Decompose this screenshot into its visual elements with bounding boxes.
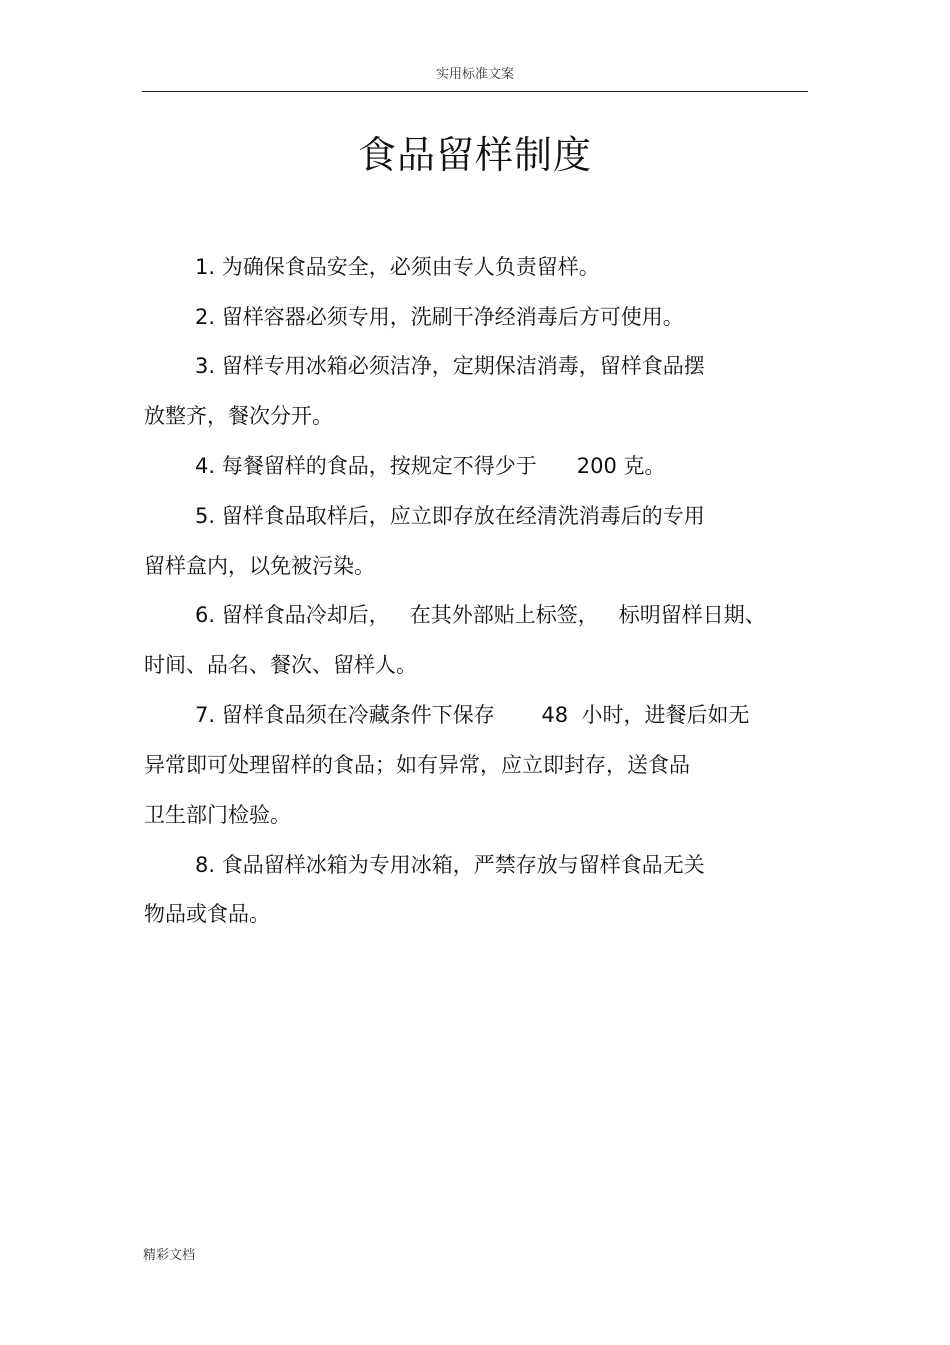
page-footer: 精彩文档 xyxy=(143,1248,196,1263)
header-divider xyxy=(142,91,808,92)
page-header: 实用标准文案 xyxy=(435,67,514,82)
rule-7-line-1: 7. 留样食品须在冷藏条件下保存 48 小时，进餐后如无 xyxy=(195,703,750,727)
rule-2-line-1: 2. 留样容器必须专用，洗刷干净经消毒后方可使用。 xyxy=(195,305,684,329)
rule-6-line-1: 6. 留样食品冷却后， 在其外部贴上标签， 标明留样日期、 xyxy=(195,603,766,627)
rule-7-line-2: 异常即可处理留样的食品；如有异常，应立即封存，送食品 xyxy=(144,753,690,777)
rule-1-line-1: 1. 为确保食品安全，必须由专人负责留样。 xyxy=(195,255,600,279)
page-title: 食品留样制度 xyxy=(357,133,592,177)
rule-3-line-2: 放整齐，餐次分开。 xyxy=(144,404,333,428)
rule-4-line-1: 4. 每餐留样的食品，按规定不得少于 200 克。 xyxy=(195,454,666,478)
rule-3-line-1: 3. 留样专用冰箱必须洁净，定期保洁消毒，留样食品摆 xyxy=(195,354,705,378)
rule-7-line-3: 卫生部门检验。 xyxy=(144,803,291,827)
rule-5-line-1: 5. 留样食品取样后，应立即存放在经清洗消毒后的专用 xyxy=(195,504,705,528)
rule-8-line-1: 8. 食品留样冰箱为专用冰箱，严禁存放与留样食品无关 xyxy=(195,853,705,877)
rule-5-line-2: 留样盒内，以免被污染。 xyxy=(144,554,375,578)
rule-6-line-2: 时间、品名、餐次、留样人。 xyxy=(144,653,417,677)
rule-8-line-2: 物品或食品。 xyxy=(144,902,270,926)
